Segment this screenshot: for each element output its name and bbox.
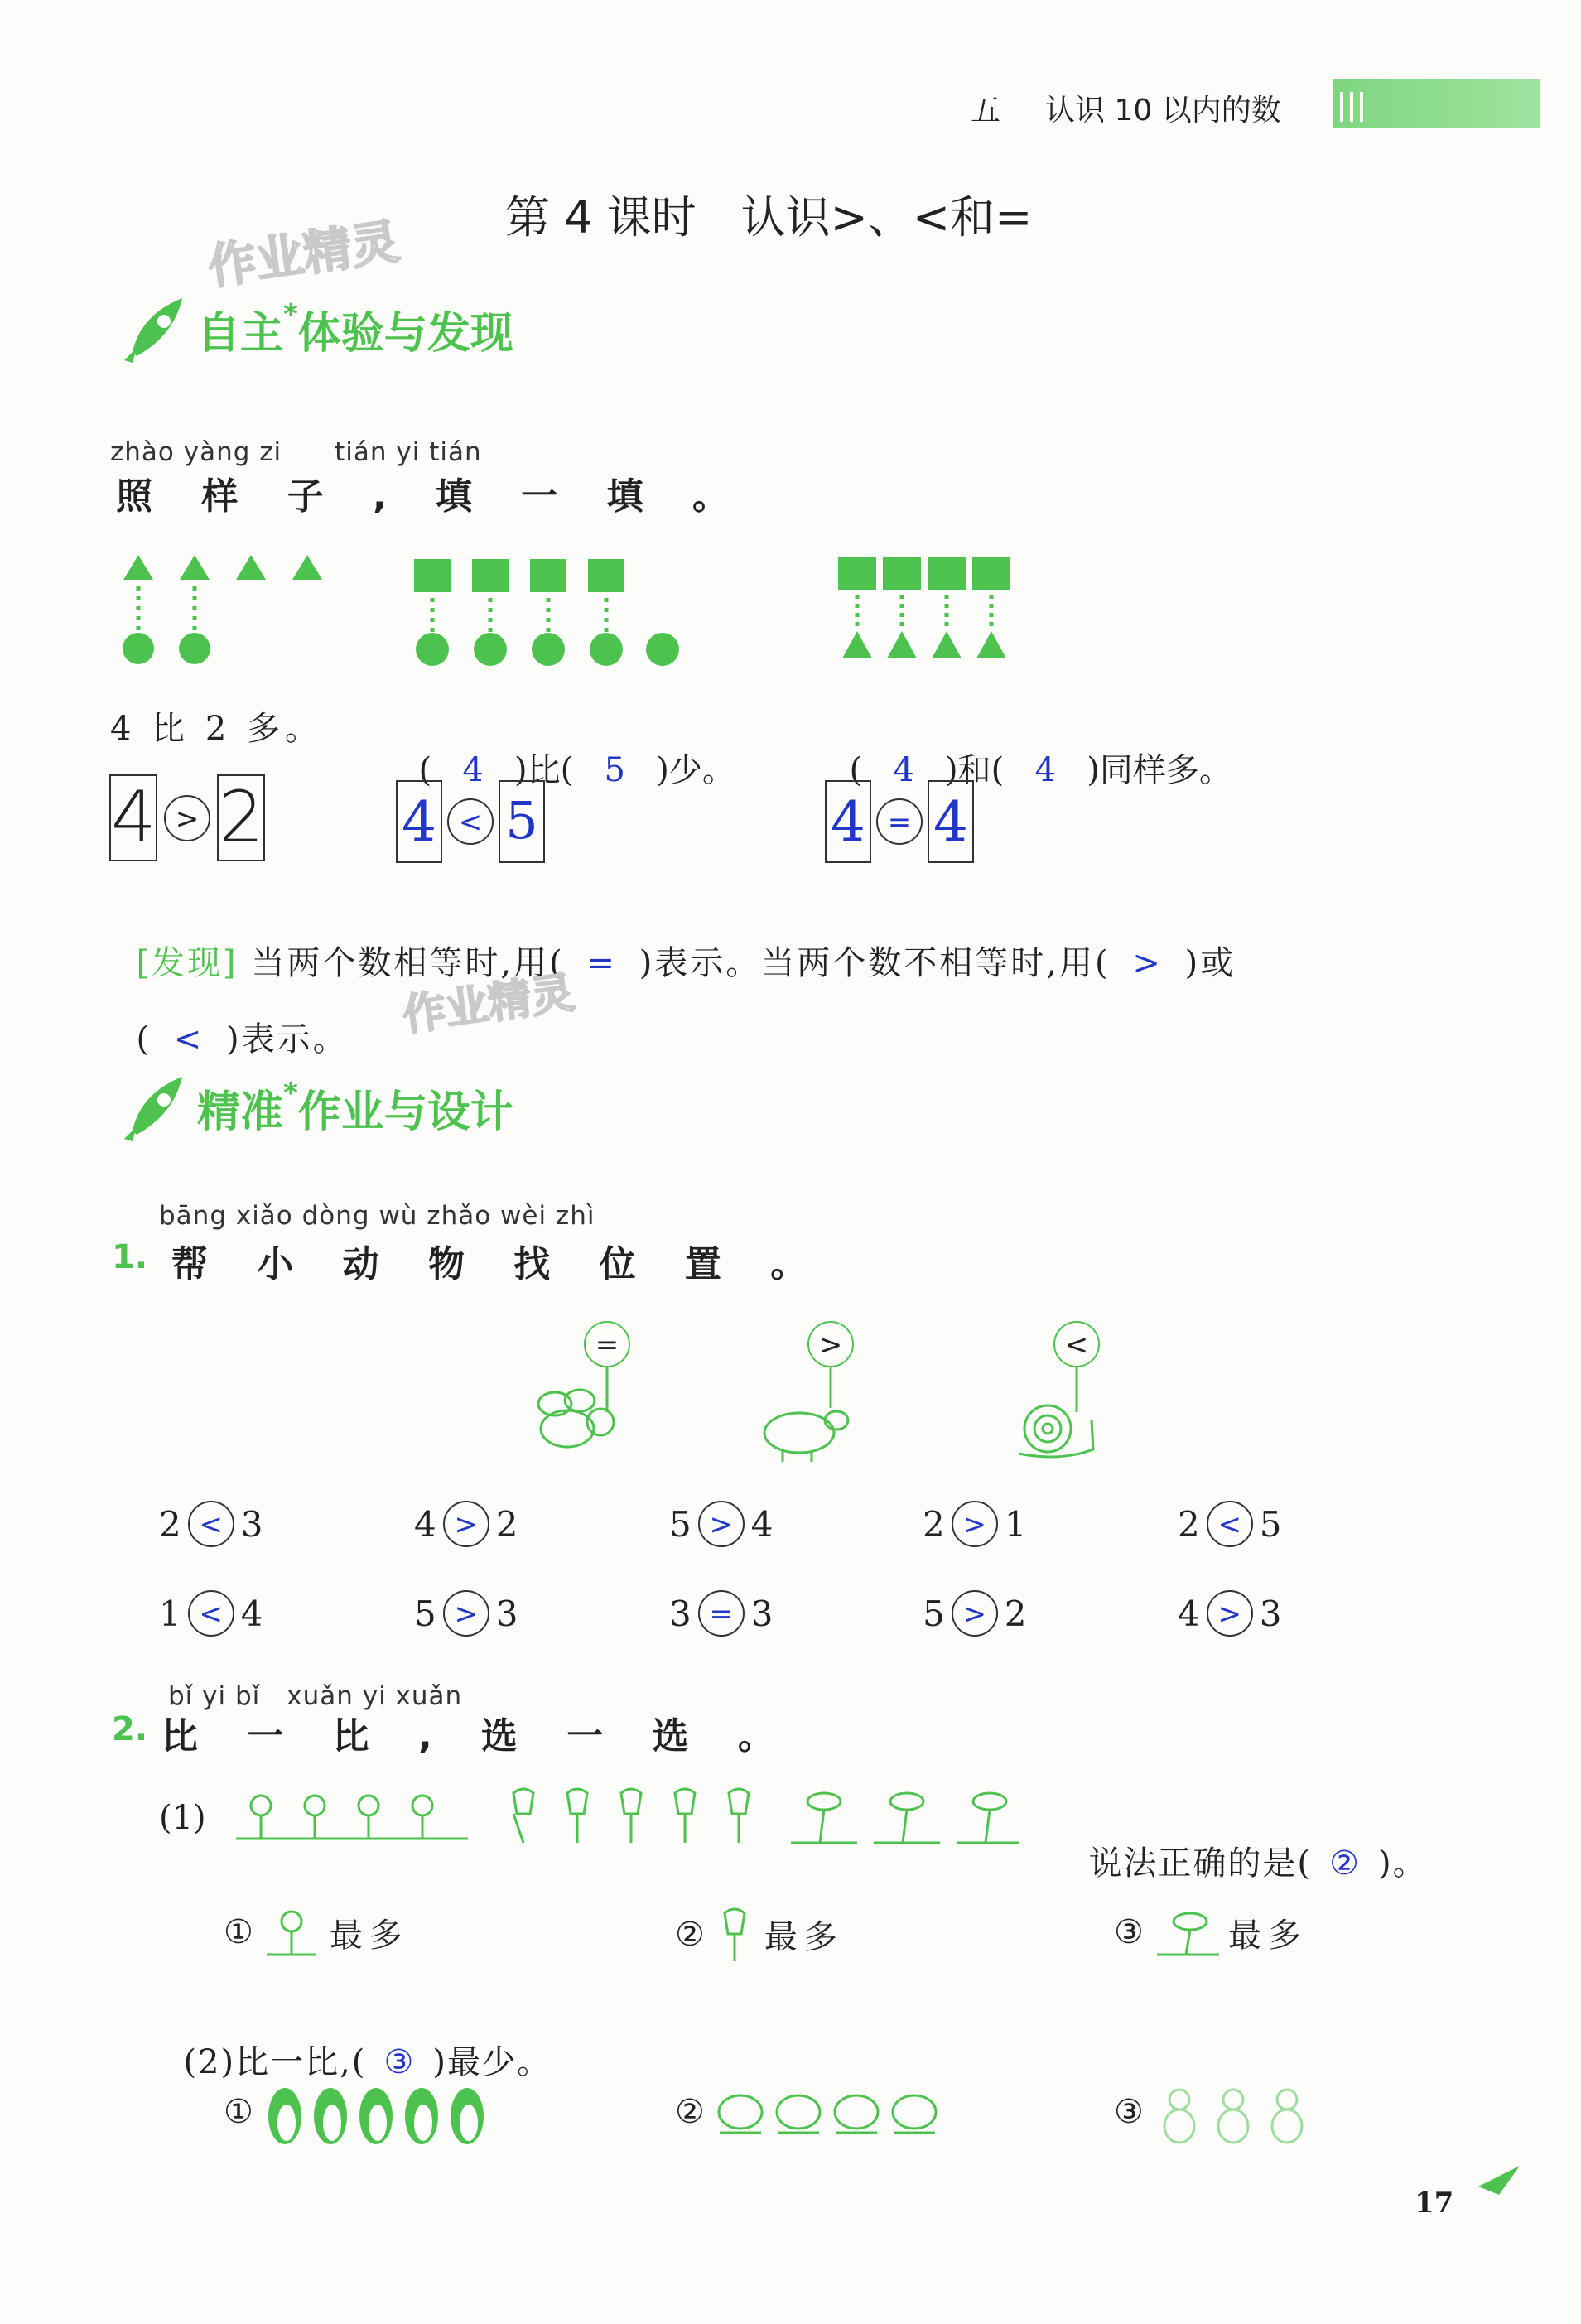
compare-item: 2 < 3 bbox=[159, 1501, 263, 1547]
page-number: 17 bbox=[1415, 2187, 1454, 2220]
shapes-group-2 bbox=[410, 557, 683, 673]
q2-pinyin: bǐ yi bǐ xuǎn yi xuǎn bbox=[168, 1681, 463, 1711]
example-compare-2 bbox=[396, 780, 545, 863]
header-unit: 五 bbox=[971, 94, 1001, 128]
compare-item: 5 > 2 bbox=[923, 1590, 1026, 1637]
q2-option-1[interactable]: ① 最多 bbox=[224, 1903, 409, 1961]
compare-circle[interactable]: < bbox=[188, 1590, 234, 1637]
bee-animal bbox=[522, 1321, 638, 1473]
example-compare-3 bbox=[825, 780, 974, 863]
header-stripe bbox=[1333, 79, 1540, 128]
compare-right-box: 4 bbox=[928, 780, 974, 863]
q2-instruction: 比 一 比 , 选 一 选 。 bbox=[161, 1715, 793, 1757]
shapes-group-1 bbox=[116, 555, 331, 671]
q2-part1-label: (1) bbox=[159, 1799, 206, 1837]
rocket-icon bbox=[116, 1068, 195, 1150]
animal-sign: > bbox=[807, 1321, 854, 1367]
example-instruction: 照 样 子 , 填 一 填 。 bbox=[116, 475, 747, 518]
q1-pinyin: bāng xiǎo dòng wù zhǎo wèi zhì bbox=[159, 1201, 595, 1231]
compare-item: 1 < 4 bbox=[159, 1590, 263, 1637]
section2-title: 精准*作业与设计 bbox=[197, 1077, 513, 1137]
q2-option-3[interactable]: ③ 最多 bbox=[1114, 1903, 1308, 1961]
q1-number: 1. bbox=[112, 1238, 148, 1276]
compare-item: 5 > 3 bbox=[414, 1590, 518, 1637]
example-sentence-1: 4 比 2 多。 bbox=[110, 710, 324, 748]
compare-sign: < bbox=[447, 798, 494, 845]
q2-part1-statement: 说法正确的是( ② )。 bbox=[1088, 1844, 1428, 1883]
watermark: 作业精灵 bbox=[399, 967, 577, 1042]
compare-circle[interactable]: > bbox=[698, 1501, 745, 1547]
paper-plane-icon bbox=[1474, 2162, 1524, 2203]
compare-item: 3 = 3 bbox=[669, 1590, 773, 1637]
compare-left-box: 4 bbox=[825, 780, 871, 863]
compare-sign: > bbox=[164, 795, 210, 841]
animal-sign: = bbox=[584, 1321, 630, 1367]
example-sentence-3: ( 4 )和( 4 )同样多。 bbox=[849, 751, 1232, 789]
compare-circle[interactable]: > bbox=[1207, 1590, 1253, 1637]
compare-circle[interactable]: = bbox=[698, 1590, 745, 1637]
compare-circle[interactable]: > bbox=[443, 1501, 489, 1547]
chicks-icon bbox=[1150, 2075, 1316, 2149]
sheep-animal bbox=[754, 1321, 870, 1473]
discovery-line-2: ( < )表示。 bbox=[136, 1020, 349, 1058]
q2-part2-option-3[interactable]: ③ bbox=[1114, 2075, 1316, 2149]
compare-sign: = bbox=[876, 798, 923, 845]
compare-right-box: 5 bbox=[499, 780, 545, 863]
rocket-icon bbox=[116, 290, 195, 372]
q2-number: 2. bbox=[112, 1710, 148, 1748]
compare-left-box: 4 bbox=[109, 774, 157, 861]
compare-left-box: 4 bbox=[396, 780, 442, 863]
q2-part2-option-2[interactable]: ② bbox=[675, 2075, 960, 2149]
compare-circle[interactable]: > bbox=[952, 1590, 998, 1637]
tulip-icon bbox=[710, 1903, 759, 1965]
compare-item: 5 > 4 bbox=[669, 1501, 773, 1547]
section1-title: 自主*体验与发现 bbox=[197, 298, 513, 359]
compare-item: 4 > 2 bbox=[414, 1501, 518, 1547]
header-title: 认识 10 以内的数 bbox=[1045, 94, 1281, 128]
q2-part2-statement: (2)比一比,( ③ )最少。 bbox=[183, 2043, 552, 2081]
penguins-icon bbox=[260, 2075, 509, 2149]
q1-instruction: 帮 小 动 物 找 位 置 。 bbox=[171, 1243, 826, 1285]
q2-part2-option-1[interactable]: ① bbox=[224, 2075, 509, 2149]
compare-circle[interactable]: < bbox=[188, 1501, 234, 1547]
example-sentence-2: ( 4 )比( 5 )少。 bbox=[418, 751, 735, 789]
plants-illustration bbox=[228, 1781, 1023, 1855]
compare-item: 2 < 5 bbox=[1178, 1501, 1281, 1547]
example-pinyin: zhào yàng zi tián yi tián bbox=[110, 437, 482, 467]
compare-right-box: 2 bbox=[217, 774, 265, 861]
birds-icon bbox=[711, 2075, 960, 2149]
compare-circle[interactable]: > bbox=[443, 1590, 489, 1637]
compare-circle[interactable]: < bbox=[1207, 1501, 1253, 1547]
watermark: 作业精灵 bbox=[205, 213, 403, 296]
rose-icon bbox=[1149, 1903, 1223, 1961]
example-compare-1 bbox=[109, 774, 265, 861]
animal-sign: < bbox=[1053, 1321, 1100, 1367]
snail-animal bbox=[1002, 1321, 1118, 1473]
compare-item: 4 > 3 bbox=[1178, 1590, 1281, 1637]
q2-option-2[interactable]: ② 最多 bbox=[675, 1903, 844, 1965]
flower-icon bbox=[258, 1903, 325, 1961]
discovery-line-1: [发现] 当两个数相等时,用( = )表示。当两个数不相等时,用( > )或 bbox=[136, 944, 1236, 982]
shapes-group-3 bbox=[836, 555, 1019, 663]
compare-circle[interactable]: > bbox=[952, 1501, 998, 1547]
compare-item: 2 > 1 bbox=[923, 1501, 1026, 1547]
lesson-title: 第 4 课时 认识>、<和= bbox=[505, 191, 1033, 243]
